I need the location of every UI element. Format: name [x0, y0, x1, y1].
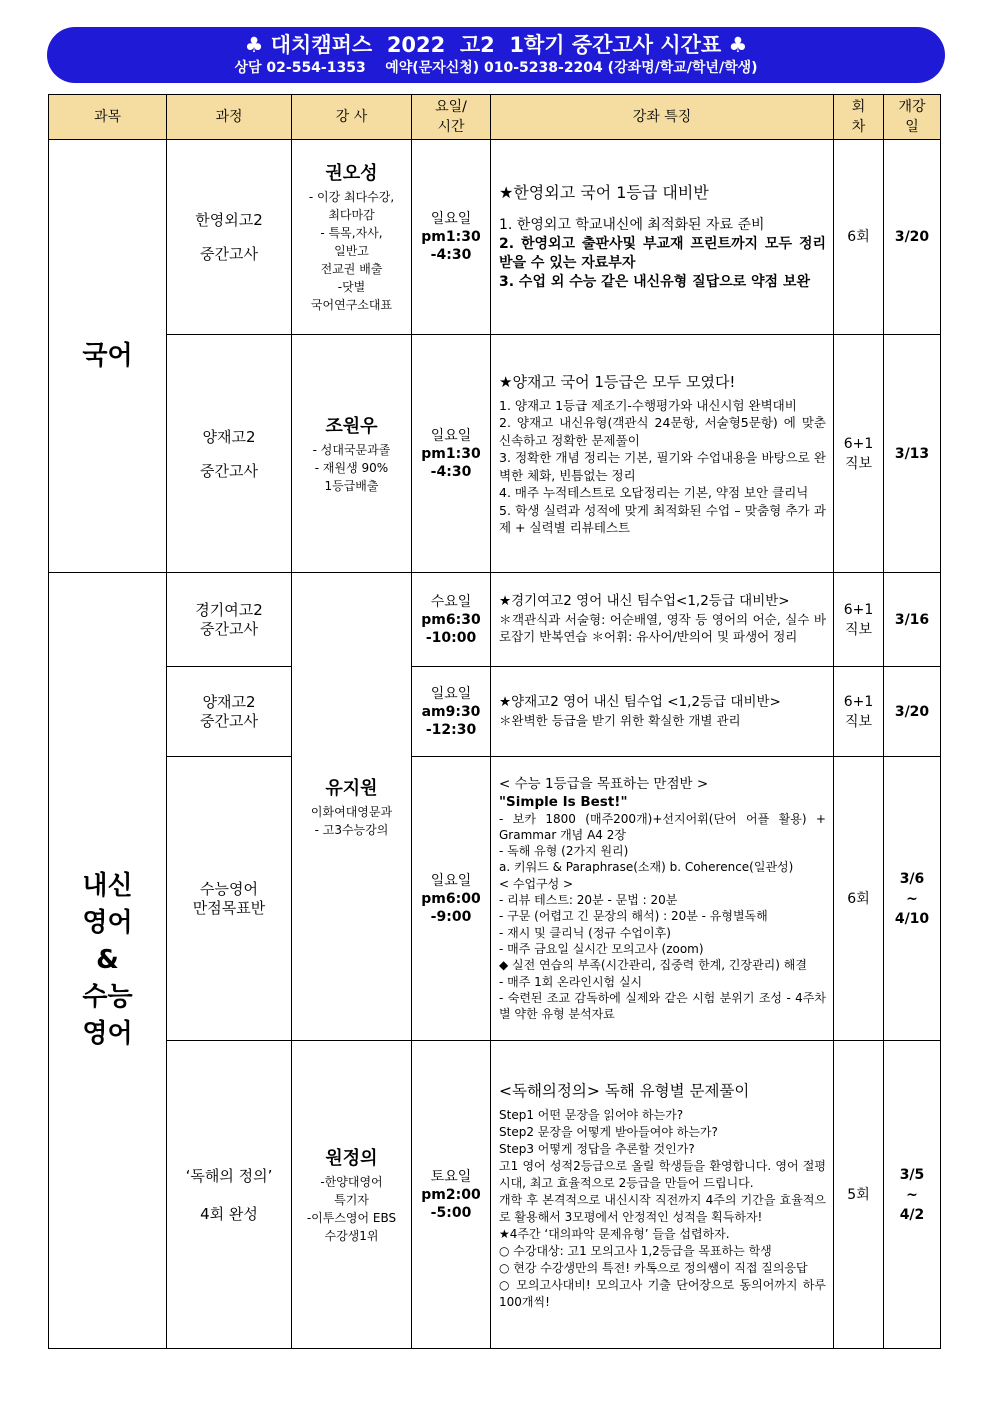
start-date-cell — [884, 757, 941, 1041]
feature-head: < 수능 1등급을 목표하는 만점반 > — [499, 775, 709, 792]
feature-cell — [491, 1041, 834, 1349]
feature-line: Step3 어떻게 정답을 추론할 것인가? — [499, 1141, 695, 1156]
feature-line: 5. 학생 실력과 성적에 맞게 최적화된 수업 – 맞춤형 추가 과제 + 실력별 리뷰테스트 — [499, 502, 826, 535]
table-row — [49, 1041, 941, 1349]
feature-line: - 매주 1회 온라인시험 실시 — [499, 974, 643, 989]
time-cell — [412, 573, 491, 667]
feature-line: Step2 문장을 어떻게 받아들여야 하는가? — [499, 1124, 718, 1139]
subject-line: 영어 — [82, 908, 133, 938]
subject-line: 수능 — [82, 982, 133, 1012]
instructor-desc — [292, 441, 411, 495]
feature-line: 2. 양재고 내신유형(객관식 24문항, 서술형5문항) 에 맞춘 신속하고 정확한 문제풀이 — [499, 415, 826, 448]
count-cell — [834, 335, 884, 573]
course-name: 수능영어 — [200, 879, 258, 898]
feature-line: 3. 정확한 개념 정리는 기본, 필기와 수업내용을 바탕으로 완벽한 체화, 빈틈없는 정리 — [499, 450, 826, 483]
feature-line: 1. 양재고 1등급 제조기-수행평가와 내신시험 완벽대비 — [499, 397, 797, 413]
count-cell — [834, 667, 884, 757]
header-features: 강좌 특징 — [491, 95, 834, 140]
time-start: pm2:00 — [421, 1186, 481, 1203]
header-start-2: 일 — [905, 119, 919, 135]
instructor-desc-line: 특기자 — [334, 1192, 369, 1207]
header-count-2: 차 — [851, 119, 866, 135]
time-start: pm6:00 — [421, 890, 481, 907]
instructor-desc-line: 일반고 — [334, 244, 369, 258]
feature-cell — [491, 573, 834, 667]
title-banner — [47, 27, 945, 83]
subject-line: 영어 — [82, 1019, 133, 1049]
instructor-desc-line: - 재원생 90% — [314, 460, 389, 475]
course-cell — [167, 667, 292, 757]
course-cell — [167, 1041, 292, 1349]
banner-contact: 상담 02-554-1353 예약(문자신청) 010-5238-2204 (강좌명/학교/학년/학생) — [234, 60, 758, 76]
header-start-1: 개강 — [898, 99, 926, 115]
course-type: 중간고사 — [200, 461, 258, 480]
feature-line: - 리뷰 테스트: 20분 - 문법 : 20분 — [499, 893, 678, 908]
time-end: -5:00 — [430, 1204, 472, 1221]
subject-cell-korean: 국어 — [49, 140, 167, 573]
course-name: 양재고2 — [202, 427, 256, 446]
feature-line: a. 키워드 & Paraphrase(소재) b. Coherence(일관성) — [499, 860, 794, 875]
time-end: -12:30 — [425, 721, 477, 738]
feature-line: ○ 수강대상: 고1 모의고사 1,2등급을 목표하는 학생 — [499, 1243, 772, 1258]
time-cell — [412, 667, 491, 757]
count-note: 직보 — [844, 455, 873, 472]
instructor-cell — [292, 335, 412, 573]
time-cell — [412, 335, 491, 573]
feature-line: ＊완벽한 등급을 받기 위한 확실한 개별 관리 — [499, 712, 741, 728]
instructor-desc-line: 1등급배출 — [324, 478, 379, 493]
header-time-1: 요일/ — [435, 99, 467, 115]
instructor-desc-line: - 특목,자사, — [320, 226, 383, 240]
time-cell — [412, 757, 491, 1041]
count-cell — [834, 573, 884, 667]
time-day: 토요일 — [430, 1168, 472, 1185]
count-note: 직보 — [844, 621, 873, 638]
start-date-sep: ~ — [906, 1186, 918, 1203]
header-count-1: 회 — [851, 99, 866, 115]
header-row — [49, 95, 941, 140]
header-subject: 과목 — [49, 95, 167, 140]
table-row — [49, 667, 941, 757]
header-time — [412, 95, 491, 140]
instructor-desc-line: 이화여대영문과 — [310, 804, 393, 819]
instructor-desc-line: -이투스영어 EBS — [306, 1210, 397, 1225]
table-row — [49, 573, 941, 667]
feature-cell — [491, 335, 834, 573]
feature-line: ★4주간 ‘대의파악 문제유형’ 들을 섭렵하자. — [499, 1226, 730, 1241]
feature-line: 3. 수업 외 수능 같은 내신유형 질답으로 약점 보완 — [499, 274, 811, 290]
banner-title: ♣ 대치캠퍼스 2022 고2 1학기 중간고사 시간표 ♣ — [244, 33, 748, 57]
time-day: 일요일 — [430, 211, 472, 227]
time-start: pm1:30 — [421, 229, 481, 245]
course-type: 중간고사 — [200, 711, 258, 730]
instructor-name: 권오성 — [325, 163, 378, 184]
feature-line: 1. 한영외고 학교내신에 최적화된 자료 준비 — [499, 217, 765, 233]
feature-line: - 매주 금요일 실시간 모의고사 (zoom) — [499, 941, 704, 956]
count-value: 6+1 — [843, 435, 874, 452]
course-name: 양재고2 — [202, 692, 256, 711]
feature-head: ★양재고 국어 1등급은 모두 모였다! — [499, 372, 736, 391]
feature-line: 고1 영어 성적2등급으로 올릴 학생들을 환영합니다. 영어 절평시대, 최고 효율적으로 2등급을 만들어 드립니다. — [499, 1158, 826, 1190]
course-name: ‘독해의 정의’ — [185, 1166, 273, 1185]
instructor-cell — [292, 140, 412, 335]
count-cell: 5회 — [834, 1041, 884, 1349]
feature-line: ◆ 실전 연습의 부족(시간관리, 집중력 한계, 긴장관리) 해결 — [499, 958, 807, 973]
feature-line: ○ 모의고사대비! 모의고사 기출 단어장으로 동의어까지 하루 100개씩! — [499, 1277, 826, 1309]
feature-line: - 재시 및 클리닉 (정규 수업이후) — [499, 925, 671, 940]
feature-line: < 수업구성 > — [499, 876, 574, 891]
course-name: 경기여고2 — [195, 600, 263, 619]
time-end: -10:00 — [425, 629, 477, 646]
instructor-desc-line: 최다마감 — [328, 208, 375, 222]
time-end: -4:30 — [430, 463, 472, 480]
course-cell — [167, 140, 292, 335]
course-cell — [167, 573, 292, 667]
feature-head: ★경기여고2 영어 내신 팀수업<1,2등급 대비반> — [499, 593, 790, 610]
feature-line: 2. 한영외고 출판사및 부교재 프린트까지 모두 정리 받을 수 있는 자료부자 — [499, 236, 826, 271]
count-value: 6+1 — [843, 693, 874, 710]
feature-subhead: "Simple Is Best!" — [499, 793, 628, 810]
start-date-cell: 3/13 — [884, 335, 941, 573]
instructor-desc-line: -한양대영어 — [320, 1174, 383, 1189]
instructor-name: 조원우 — [325, 415, 378, 437]
time-cell — [412, 140, 491, 335]
course-type: 중간고사 — [200, 619, 258, 638]
start-date-cell: 3/16 — [884, 573, 941, 667]
count-note: 직보 — [844, 713, 873, 730]
feature-line: - 보카 1800 (매주200개)+선지어휘(단어 어플 활용) + Grammar 개념 A4 2장 — [499, 811, 826, 842]
course-cell — [167, 335, 292, 573]
feature-head: <독해의정의> 독해 유형별 문제풀이 — [499, 1081, 750, 1100]
header-time-2: 시간 — [437, 119, 465, 135]
feature-cell — [491, 667, 834, 757]
time-day: 일요일 — [430, 872, 472, 889]
feature-head: ★한영외고 국어 1등급 대비반 — [499, 183, 709, 202]
instructor-cell — [292, 573, 412, 1041]
feature-line: - 독해 유형 (2가지 원리) — [499, 844, 629, 859]
instructor-name: 유지원 — [325, 777, 378, 799]
feature-cell — [491, 757, 834, 1041]
time-day: 수요일 — [430, 593, 472, 610]
feature-line: 개학 후 본격적으로 내신시작 직전까지 4주의 기간을 효율적으로 활용해서 3모평에서 안정적인 성적을 획득하자! — [499, 1192, 826, 1224]
end-date: 4/10 — [894, 910, 930, 927]
count-cell: 6회 — [834, 140, 884, 335]
start-date-cell — [884, 1041, 941, 1349]
count-value: 6+1 — [843, 601, 874, 618]
course-name: 한영외고2 — [195, 211, 263, 229]
instructor-desc-line: 수강생1위 — [324, 1228, 379, 1243]
course-type: 만점목표반 — [192, 898, 266, 917]
feature-cell — [491, 140, 834, 335]
instructor-desc-line: - 성대국문과졸 — [312, 442, 391, 457]
time-end: -4:30 — [430, 247, 472, 263]
header-instructor: 강 사 — [292, 95, 412, 140]
subject-line: & — [96, 945, 119, 975]
time-start: pm1:30 — [421, 445, 481, 462]
course-cell — [167, 757, 292, 1041]
time-day: 일요일 — [430, 685, 472, 702]
feature-line: ○ 현강 수강생만의 특전! 카톡으로 정의쌤이 직접 질의응답 — [499, 1260, 808, 1275]
start-date: 3/6 — [899, 870, 925, 887]
header-count — [834, 95, 884, 140]
feature-line: 4. 매주 누적테스트로 오답정리는 기본, 약점 보안 클리닉 — [499, 485, 809, 500]
schedule-table — [48, 94, 941, 1349]
instructor-desc — [292, 803, 411, 839]
instructor-desc-line: -닷별 — [337, 280, 366, 294]
feature-line: Step1 어떤 문장을 읽어야 하는가? — [499, 1107, 684, 1122]
instructor-desc — [292, 1173, 411, 1245]
subject-cell-english — [49, 573, 167, 1349]
course-type: 4회 완성 — [200, 1204, 258, 1223]
feature-line: - 구문 (어렵고 긴 문장의 해석) : 20분 - 유형별독해 — [499, 909, 768, 924]
instructor-name: 원정의 — [325, 1147, 378, 1169]
instructor-desc-line: 전교권 배출 — [320, 262, 383, 276]
instructor-desc — [292, 188, 411, 314]
table-row — [49, 140, 941, 335]
instructor-cell — [292, 1041, 412, 1349]
header-course: 과정 — [167, 95, 292, 140]
end-date: 4/2 — [899, 1206, 925, 1223]
time-cell — [412, 1041, 491, 1349]
time-start: pm6:30 — [421, 611, 481, 628]
feature-line: - 숙련된 조교 감독하에 실제와 같은 시험 분위기 조성 - 4주차별 약한 유형 분석자료 — [499, 990, 826, 1022]
start-date: 3/5 — [899, 1166, 925, 1183]
start-date-cell: 3/20 — [884, 140, 941, 335]
course-type: 중간고사 — [200, 245, 258, 263]
start-date-sep: ~ — [906, 890, 918, 907]
start-date-cell: 3/20 — [884, 667, 941, 757]
count-cell: 6회 — [834, 757, 884, 1041]
table-row — [49, 335, 941, 573]
feature-line: ＊객관식과 서술형: 어순배열, 영작 등 영어의 어순, 실수 바로잡기 반복연습 ＊어휘: 유사어/반의어 및 파생어 정리 — [499, 611, 826, 645]
instructor-desc-line: - 이강 최다수강, — [308, 190, 395, 204]
subject-line: 내신 — [82, 871, 133, 901]
header-start — [884, 95, 941, 140]
instructor-desc-line: 국어연구소대표 — [310, 298, 393, 312]
feature-head: ★양재고2 영어 내신 팀수업 <1,2등급 대비반> — [499, 694, 781, 710]
time-day: 일요일 — [430, 427, 472, 444]
time-end: -9:00 — [430, 908, 472, 925]
instructor-desc-line: - 고3수능강의 — [314, 822, 389, 837]
table-row — [49, 757, 941, 1041]
time-start: am9:30 — [421, 703, 481, 720]
